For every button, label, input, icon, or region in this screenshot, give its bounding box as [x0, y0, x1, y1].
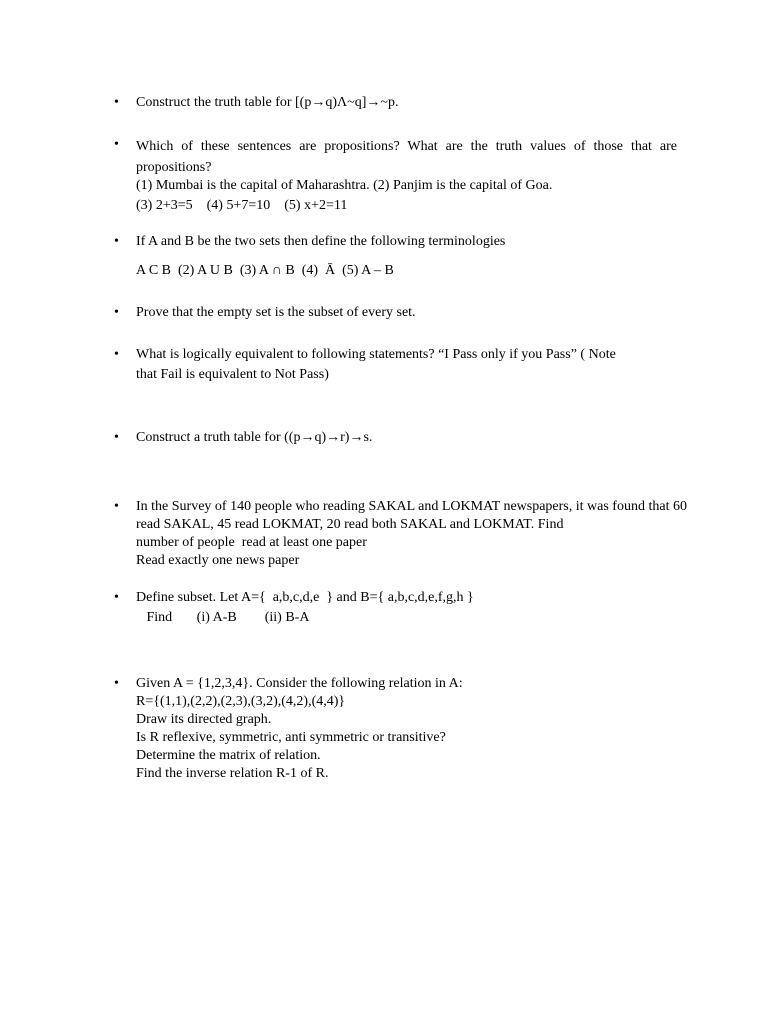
- question-2: [112, 136, 736, 215]
- question-5: [112, 346, 736, 384]
- question-text: Given A = {1,2,3,4}. Consider the following relation in A:: [136, 676, 463, 691]
- question-text: If A and B be the two sets then define the following terminologies: [136, 234, 506, 249]
- question-text: In the Survey of 140 people who reading SAKAL and LOKMAT newspapers, it was found that 60: [136, 499, 687, 514]
- question-text: Find (i) A-B (ii) B-A: [136, 610, 310, 625]
- question-text: Find the inverse relation R-1 of R.: [136, 766, 329, 781]
- question-7: [112, 498, 736, 570]
- question-text: Prove that the empty set is the subset of every set.: [136, 305, 416, 320]
- question-text: Construct a truth table for ((p→q)→r)→s.: [136, 430, 373, 445]
- question-9: [112, 675, 736, 783]
- question-3: [112, 233, 736, 280]
- question-8: [112, 589, 736, 627]
- question-text: R={(1,1),(2,2),(2,3),(3,2),(4,2),(4,4)}: [136, 694, 346, 709]
- question-text: that Fail is equivalent to Not Pass): [136, 367, 329, 382]
- question-text: Construct the truth table for [(p→q)Λ~q]→~p.: [136, 95, 399, 110]
- question-text: What is logically equivalent to following statements? “I Pass only if you Pass” ( Note: [136, 347, 616, 362]
- question-text: Determine the matrix of relation.: [136, 748, 321, 763]
- question-text: read SAKAL, 45 read LOKMAT, 20 read both SAKAL and LOKMAT. Find: [136, 517, 564, 532]
- question-text: Is R reflexive, symmetric, anti symmetric or transitive?: [136, 730, 446, 745]
- question-1: [112, 94, 736, 112]
- question-text: (3) 2+3=5 (4) 5+7=10 (5) x+2=11: [136, 198, 348, 213]
- question-text: (1) Mumbai is the capital of Maharashtra. (2) Panjim is the capital of Goa.: [136, 178, 553, 193]
- question-text: Which of these sentences are propositions? What are the truth values of those that are propositions?: [136, 139, 677, 175]
- question-text: Read exactly one news paper: [136, 553, 300, 568]
- question-text: Define subset. Let A={ a,b,c,d,e } and B={ a,b,c,d,e,f,g,h }: [136, 590, 474, 605]
- question-6: [112, 429, 736, 447]
- question-text: number of people read at least one paper: [136, 535, 367, 550]
- question-text: Draw its directed graph.: [136, 712, 272, 727]
- question-text: A C B (2) A U B (3) A ∩ B (4) Ā (5) A – B: [136, 263, 394, 278]
- question-4: [112, 304, 736, 322]
